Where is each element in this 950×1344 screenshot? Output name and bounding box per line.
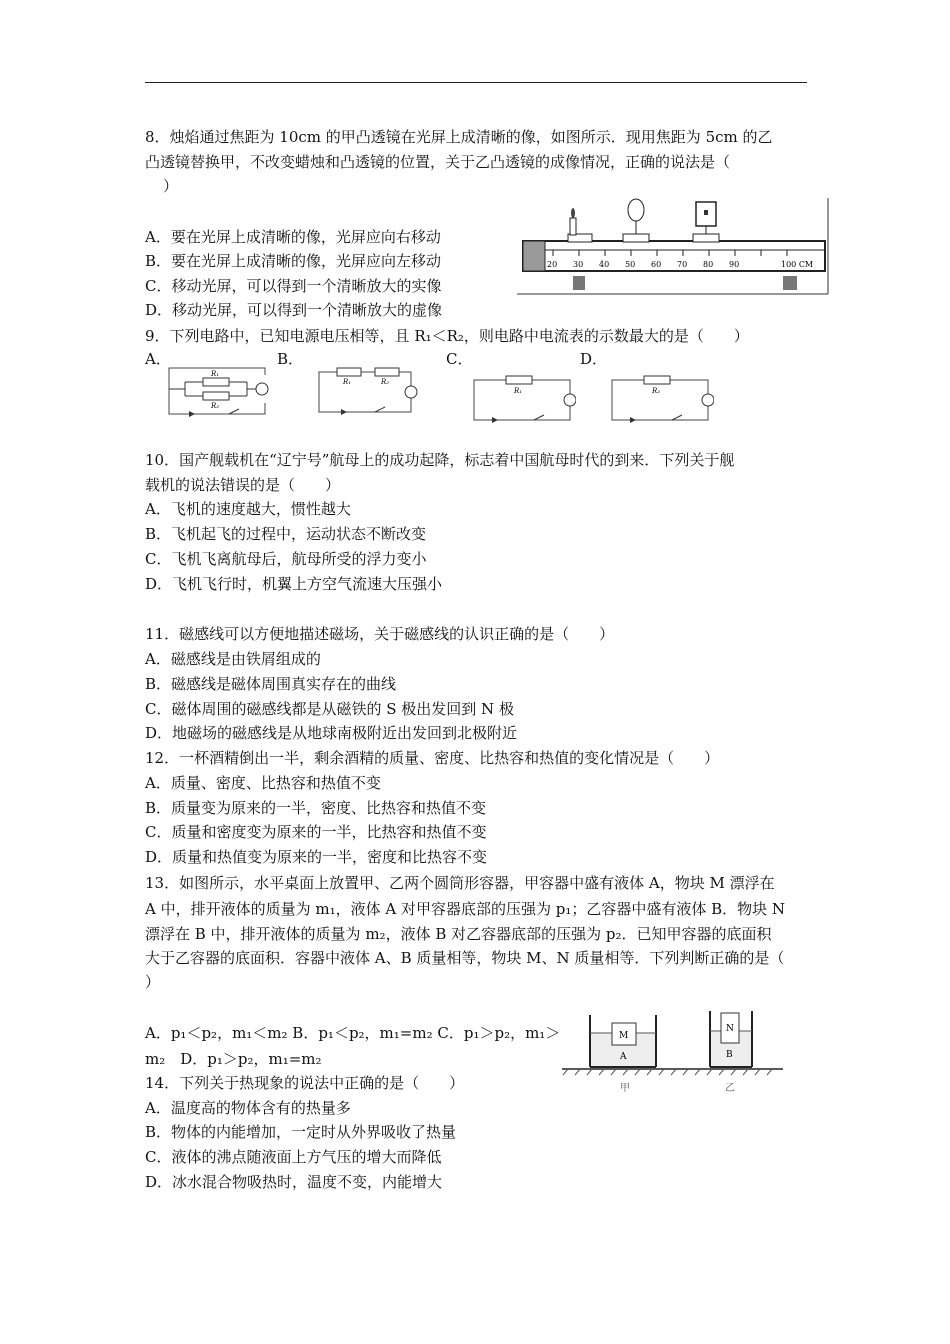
q9-stem: 9．下列电路中，已知电源电压相等，且 R₁＜R₂，则电路中电流表的示数最大的是（ ） [145,327,749,345]
q8-option-c: C．移动光屏，可以得到一个清晰放大的实像 [145,277,442,295]
q13-stem-line-2: A 中，排开液体的质量为 m₁，液体 A 对甲容器底部的压强为 p₁；乙容器中盛有液体 B．物块 N [145,900,786,918]
q12-stem: 12．一杯酒精倒出一半，剩余酒精的质量、密度、比热容和热值的变化情况是（ ） [145,749,720,767]
q9-label-b: B． [277,350,304,368]
q13-stem-line-4: 大于乙容器的底面积．容器中液体 A、B 质量相等，物块 M、N 质量相等．下列判断正确的是（ [145,949,785,967]
q11-option-d: D．地磁场的磁感线是从地球南极附近出发回到北极附近 [145,724,518,742]
container-right [710,1011,752,1067]
bench-tick-30: 30 [573,260,584,269]
bench-tick-80: 80 [703,260,714,269]
circuit-a [165,360,273,418]
q14-option-b: B．物体的内能增加，一定时从外界吸收了热量 [145,1123,457,1141]
q10-option-b: B．飞机起飞的过程中，运动状态不断改变 [145,525,427,543]
bench-tick-100: 100 CM [781,260,814,269]
circuit-a-r1-label: R₁ [211,370,220,378]
container-left [590,1015,656,1067]
bench-body [523,241,825,271]
q13-stem-line-3: 漂浮在 B 中，排开液体的质量为 m₂，液体 B 对乙容器底部的压强为 p₂．已知甲容器的底面积 [145,925,772,943]
q8-stem-line-3: ） [163,177,179,195]
q11-stem: 11．磁感线可以方便地描述磁场，关于磁感线的认识正确的是（ ） [145,625,615,643]
q10-stem-line-1: 10．国产舰载机在“辽宁号”航母上的成功起降，标志着中国航母时代的到来．下列关于舰 [145,451,735,469]
q14-option-a: A．温度高的物体含有的热量多 [145,1099,351,1117]
circuit-b-r2-label: R₂ [381,378,390,386]
optical-bench-figure [515,196,830,296]
q11-option-b: B．磁感线是磁体周围真实存在的曲线 [145,675,397,693]
q10-option-d: D．飞机飞行时，机翼上方空气流速大压强小 [145,575,443,593]
containers-figure [560,1003,785,1095]
q12-option-d: D．质量和热值变为原来的一半，密度和比热容不变 [145,848,488,866]
q12-option-c: C．质量和密度变为原来的一半，比热容和热值不变 [145,823,487,841]
q13-options-line-2: m₂ D．p₁＞p₂，m₁=m₂ [145,1050,322,1068]
convex-lens [623,199,649,242]
bench-tick-40: 40 [599,260,610,269]
circuit-c [470,374,576,424]
q10-stem-line-2: 载机的说法错误的是（ ） [145,476,341,494]
circuit-d [608,374,714,424]
liquid-b-label: B [726,1050,733,1060]
circuit-c-r1-label: R₁ [514,387,523,395]
q12-option-b: B．质量变为原来的一半，密度、比热容和热值不变 [145,799,487,817]
circuit-a-r2-label: R₂ [211,402,220,410]
candle [568,208,592,242]
q14-stem: 14．下列关于热现象的说法中正确的是（ ） [145,1074,465,1092]
q10-option-a: A．飞机的速度越大，惯性越大 [145,500,351,518]
circuit-b [305,362,421,418]
ammeter-icon [564,394,576,406]
bench-tick-60: 60 [651,260,662,269]
q12-option-a: A．质量、密度、比热容和热值不变 [145,774,381,792]
q11-option-a: A．磁感线是由铁屑组成的 [145,650,321,668]
q10-option-c: C．飞机飞离航母后，航母所受的浮力变小 [145,550,427,568]
ammeter-icon [256,383,268,395]
bench-tick-70: 70 [677,260,688,269]
caption-left: 甲 [620,1083,630,1094]
q8-stem-line-2: 凸透镜替换甲，不改变蜡烛和凸透镜的位置，关于乙凸透镜的成像情况，正确的说法是（ [145,153,731,171]
q13-stem-line-1: 13．如图所示，水平桌面上放置甲、乙两个圆筒形容器，甲容器中盛有液体 A，物块 M 漂浮在 [145,874,775,892]
light-screen [693,202,719,242]
q8-option-a: A．要在光屏上成清晰的像，光屏应向右移动 [145,228,441,246]
q8-stem-line-1: 8．烛焰通过焦距为 10cm 的甲凸透镜在光屏上成清晰的像，如图所示．现用焦距为 5cm 的乙 [145,128,773,146]
q11-option-c: C．磁体周围的磁感线都是从磁铁的 S 极出发回到 N 极 [145,700,514,718]
q14-option-c: C．液体的沸点随液面上方气压的增大而降低 [145,1148,442,1166]
bench-tick-90: 90 [729,260,740,269]
q13-options-line-1: A．p₁＜p₂，m₁＜m₂ B．p₁＜p₂，m₁=m₂ C．p₁＞p₂，m₁＞ [145,1024,561,1042]
bench-end [523,241,545,271]
q9-label-d: D． [580,350,608,368]
q9-label-a: A． [145,350,171,368]
q8-option-b: B．要在光屏上成清晰的像，光屏应向左移动 [145,252,442,270]
ammeter-icon [702,394,714,406]
bench-leg-right [783,276,797,290]
q14-option-d: D．冰水混合物吸热时，温度不变，内能增大 [145,1173,443,1191]
bench-tick-20: 20 [547,260,558,269]
q9-label-c: C． [446,350,473,368]
block-n-label: N [726,1024,734,1034]
header-rule [145,82,807,83]
block-m-label: M [619,1031,629,1041]
q13-stem-line-5: ） [145,973,161,991]
bench-leg-left [573,276,585,290]
caption-right: 乙 [725,1083,735,1094]
circuit-b-r1-label: R₁ [343,378,352,386]
circuit-d-r2-label: R₂ [652,387,661,395]
liquid-a-label: A [620,1052,627,1062]
ammeter-icon [405,386,417,398]
bench-tick-50: 50 [625,260,636,269]
q8-option-d: D．移动光屏，可以得到一个清晰放大的虚像 [145,301,443,319]
